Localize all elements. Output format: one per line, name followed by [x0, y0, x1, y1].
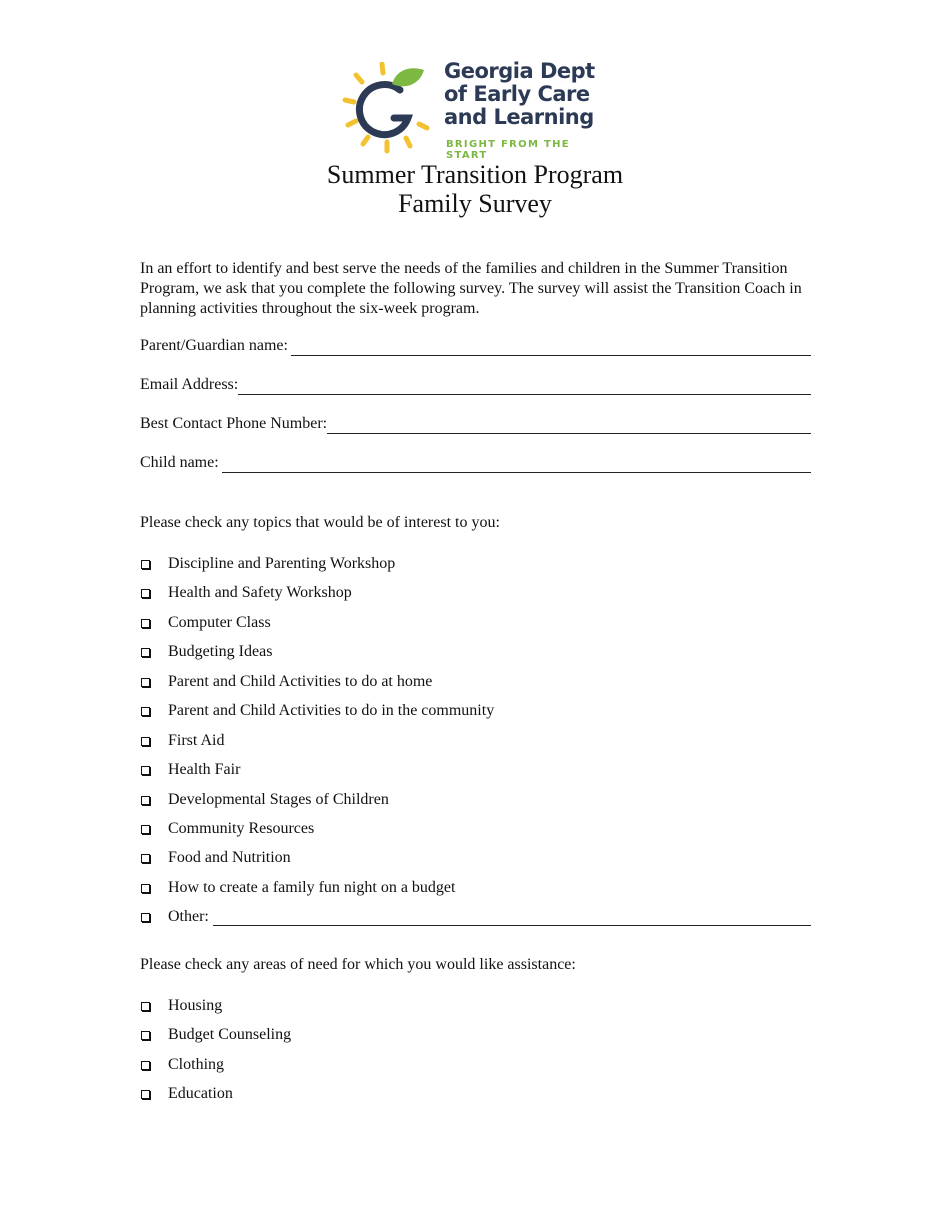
child-name-field[interactable]: [140, 452, 811, 476]
need-label: Budget Counseling: [168, 1026, 292, 1043]
intro-paragraph: In an effort to identify and best serve the needs of the families and children in the Summer Transition Program, we ask that you complete the following survey. The survey will assist the Transition Coach in planning activities throughout the six-week program.: [140, 260, 802, 317]
logo-tagline: BRIGHT FROM THE START: [446, 139, 570, 161]
checkbox[interactable]: [141, 796, 150, 805]
topic-item[interactable]: [140, 730, 811, 752]
topic-item[interactable]: [140, 671, 811, 693]
topic-label: Health and Safety Workshop: [168, 584, 352, 601]
need-item[interactable]: [140, 1054, 811, 1076]
topic-label: Parent and Child Activities to do in the community: [168, 702, 495, 719]
topic-item[interactable]: [140, 700, 811, 722]
need-label: Clothing: [168, 1056, 225, 1073]
parent-name-label: Parent/Guardian name:: [140, 337, 288, 354]
org-name-line: of Early Care: [444, 82, 590, 106]
child-name-label: Child name:: [140, 454, 219, 471]
topic-label: Community Resources: [168, 820, 315, 837]
org-name-line: and Learning: [444, 105, 594, 129]
topic-item[interactable]: [140, 789, 811, 811]
org-name-line: Georgia Dept: [444, 59, 595, 83]
checkbox[interactable]: [141, 913, 150, 922]
topic-label: How to create a family fun night on a budget: [168, 879, 456, 896]
checkbox[interactable]: [141, 1002, 150, 1011]
topics-prompt: Please check any topics that would be of interest to you:: [140, 514, 500, 531]
topic-other-item[interactable]: [140, 906, 811, 928]
checkbox[interactable]: [141, 825, 150, 834]
email-field[interactable]: [140, 374, 811, 398]
need-item[interactable]: [140, 1083, 811, 1105]
child-name-input-line[interactable]: [222, 452, 811, 473]
sun-apple-logo-icon: [342, 62, 434, 154]
topic-item[interactable]: [140, 582, 811, 604]
topic-other-label: Other:: [168, 908, 209, 925]
topic-label: Budgeting Ideas: [168, 643, 273, 660]
checkbox[interactable]: [141, 737, 150, 746]
topic-item[interactable]: [140, 612, 811, 634]
parent-name-input-line[interactable]: [291, 335, 811, 356]
checkbox[interactable]: [141, 1061, 150, 1070]
topic-label: Health Fair: [168, 761, 241, 778]
topic-other-input-line[interactable]: [213, 908, 811, 926]
phone-input-line[interactable]: [327, 413, 811, 434]
phone-field[interactable]: [140, 413, 811, 437]
page-title: Summer Transition Program: [326, 160, 624, 189]
topic-item[interactable]: [140, 847, 811, 869]
checkbox[interactable]: [141, 707, 150, 716]
checkbox[interactable]: [141, 854, 150, 863]
need-label: Housing: [168, 997, 223, 1014]
topic-item[interactable]: [140, 818, 811, 840]
topic-item[interactable]: [140, 759, 811, 781]
parent-name-field[interactable]: [140, 335, 811, 359]
checkbox[interactable]: [141, 560, 150, 569]
need-label: Education: [168, 1085, 233, 1102]
topic-item[interactable]: [140, 553, 811, 575]
email-input-line[interactable]: [238, 374, 811, 395]
need-item[interactable]: [140, 995, 811, 1017]
email-label: Email Address:: [140, 376, 239, 393]
topic-label: Parent and Child Activities to do at home: [168, 673, 433, 690]
topic-label: Developmental Stages of Children: [168, 791, 389, 808]
topic-label: Food and Nutrition: [168, 849, 291, 866]
topic-item[interactable]: [140, 877, 811, 899]
checkbox[interactable]: [141, 678, 150, 687]
checkbox[interactable]: [141, 1090, 150, 1099]
topic-label: Computer Class: [168, 614, 271, 631]
phone-label: Best Contact Phone Number:: [140, 415, 328, 432]
checkbox[interactable]: [141, 589, 150, 598]
checkbox[interactable]: [141, 766, 150, 775]
needs-prompt: Please check any areas of need for which you would like assistance:: [140, 956, 576, 973]
topic-label: First Aid: [168, 732, 225, 749]
agency-logo: [342, 59, 612, 161]
topic-label: Discipline and Parenting Workshop: [168, 555, 396, 572]
page-subtitle: Family Survey: [398, 189, 552, 218]
topic-item[interactable]: [140, 641, 811, 663]
checkbox[interactable]: [141, 1031, 150, 1040]
checkbox[interactable]: [141, 619, 150, 628]
checkbox[interactable]: [141, 648, 150, 657]
checkbox[interactable]: [141, 884, 150, 893]
need-item[interactable]: [140, 1024, 811, 1046]
